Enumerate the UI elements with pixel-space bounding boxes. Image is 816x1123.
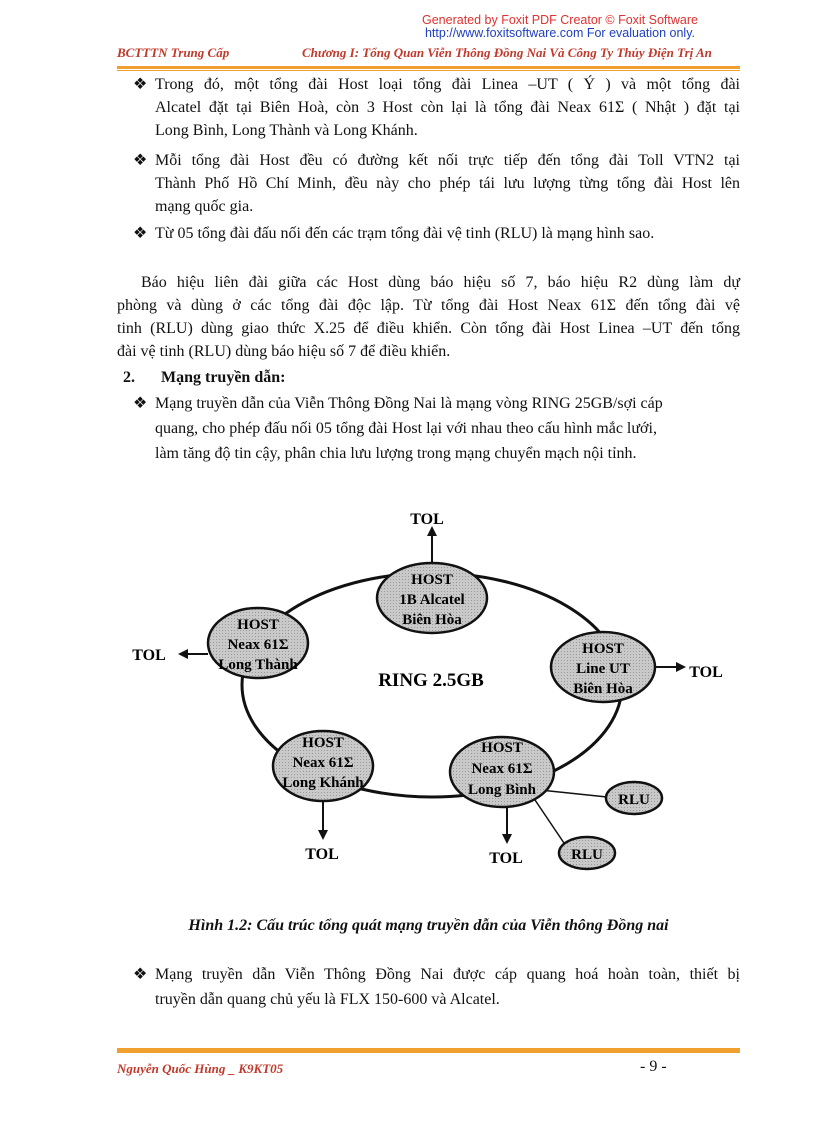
bullet-icon: ❖ [133,966,148,983]
bullet-icon: ❖ [133,152,148,169]
watermark-line-1: Generated by Foxit PDF Creator © Foxit Software [422,13,698,27]
footer-author: Nguyễn Quốc Hùng _ K9KT05 [117,1061,284,1076]
node-line: Biên Hòa [573,681,633,697]
rlu-link-2 [535,800,566,846]
text-line: tinh (RLU) dùng giao thức X.25 để điều khiển. Còn tổng đài Host Linea –UT đến tổng [117,320,740,337]
text-line: Mạng truyền dẫn của Viễn Thông Đồng Nai là mạng vòng RING 25GB/sợi cáp [155,395,663,412]
text-line: Từ 05 tổng đài đấu nối đến các trạm tổng đài vệ tinh (RLU) là mạng hình sao. [155,225,655,242]
text-line: đài vệ tinh (RLU) dùng báo hiệu số 7 để điều khiển. [117,343,451,360]
tol-label-left: TOL [132,647,166,664]
text-line: Thành Phố Hồ Chí Minh, đều này cho phép tái lưu lượng từng tổng đài Host lên [155,175,740,192]
text-line: Mạng truyền dẫn Viễn Thông Đồng Nai được cáp quang hoá hoàn toàn, thiết bị [155,966,740,983]
bullet-icon: ❖ [133,225,148,242]
text-line: Long Bình, Long Thành và Long Khánh. [155,122,418,139]
node-line: Long Khánh [282,775,364,791]
node-line: Neax 61Σ [471,761,533,777]
node-line: HOST [411,572,453,588]
tol-label-bottom-right: TOL [489,850,523,867]
footer-rule [117,1048,740,1053]
bullet-item-bottom [155,963,740,1011]
node-line: 1B Alcatel [399,592,465,608]
text-line: phòng và dùng ở các tổng đài độc lập. Từ tổng đài Host Neax 61Σ đến tổng đài vệ [117,297,740,314]
rlu-label: RLU [618,792,650,808]
page-number: - 9 - [640,1058,667,1075]
text-line: mạng quốc gia. [155,198,254,215]
text-line: truyền dẫn quang chủ yếu là FLX 150-600 và Alcatel. [155,991,500,1008]
node-line: Neax 61Σ [227,637,289,653]
rlu-node-2 [559,837,615,869]
text-line: Trong đó, một tổng đài Host loại tổng đài Linea –UT ( Ý ) và một tổng đài [155,76,740,93]
node-line: Long Bình [468,782,536,798]
section-number: 2. [123,369,135,386]
node-line: Long Thành [218,657,298,673]
host-node-top [377,563,487,633]
node-line: Neax 61Σ [292,755,354,771]
tol-label-top: TOL [410,511,444,528]
header-left: BCTTTN Trung Cấp [117,45,230,60]
tol-label-bottom-left: TOL [305,846,339,863]
tol-label-right: TOL [689,664,723,681]
host-node-right [551,632,655,702]
text-line: quang, cho phép đấu nối 05 tổng đài Host lại với nhau theo cấu hình mắc lưới, [155,420,657,437]
header-right: Chương I: Tổng Quan Viễn Thông Đồng Nai Và Công Ty Thủy Điện Trị An [302,45,712,60]
host-node-bottom-left [273,731,373,801]
section-title: Mạng truyền dẫn: [161,369,286,386]
host-node-left [208,608,308,678]
rlu-node-1 [606,782,662,814]
rlu-label: RLU [571,847,603,863]
bullet-icon: ❖ [133,76,148,93]
figure-caption: Hình 1.2: Cấu trúc tổng quát mạng truyền dẫn của Viễn thông Đồng nai [188,917,669,934]
node-line: HOST [582,641,624,657]
text-line: Alcatel đặt tại Biên Hoà, còn 3 Host còn lại là tổng đài Neax 61Σ ( Nhật ) đặt tại [155,99,740,116]
node-line: HOST [481,740,523,756]
node-line: Biên Hòa [402,612,462,628]
node-line: HOST [237,617,279,633]
rlu-link-1 [540,790,607,797]
host-node-bottom-right [450,737,554,807]
ring-label: RING 2.5GB [378,670,484,691]
bullet-icon: ❖ [133,395,148,412]
text-line: Báo hiệu liên đài giữa các Host dùng báo hiệu số 7, báo hiệu R2 dùng làm dự [141,274,740,291]
node-line: HOST [302,735,344,751]
text-line: làm tăng độ tin cậy, phân chia lưu lượng trong mạng chuyển mạch nội tỉnh. [155,445,637,462]
watermark-line-2: http://www.foxitsoftware.com For evaluation only. [424,26,696,40]
text-line: Mỗi tổng đài Host đều có đường kết nối trực tiếp đến tổng đài Toll VTN2 tại [155,152,740,169]
node-line: Line UT [576,661,630,677]
